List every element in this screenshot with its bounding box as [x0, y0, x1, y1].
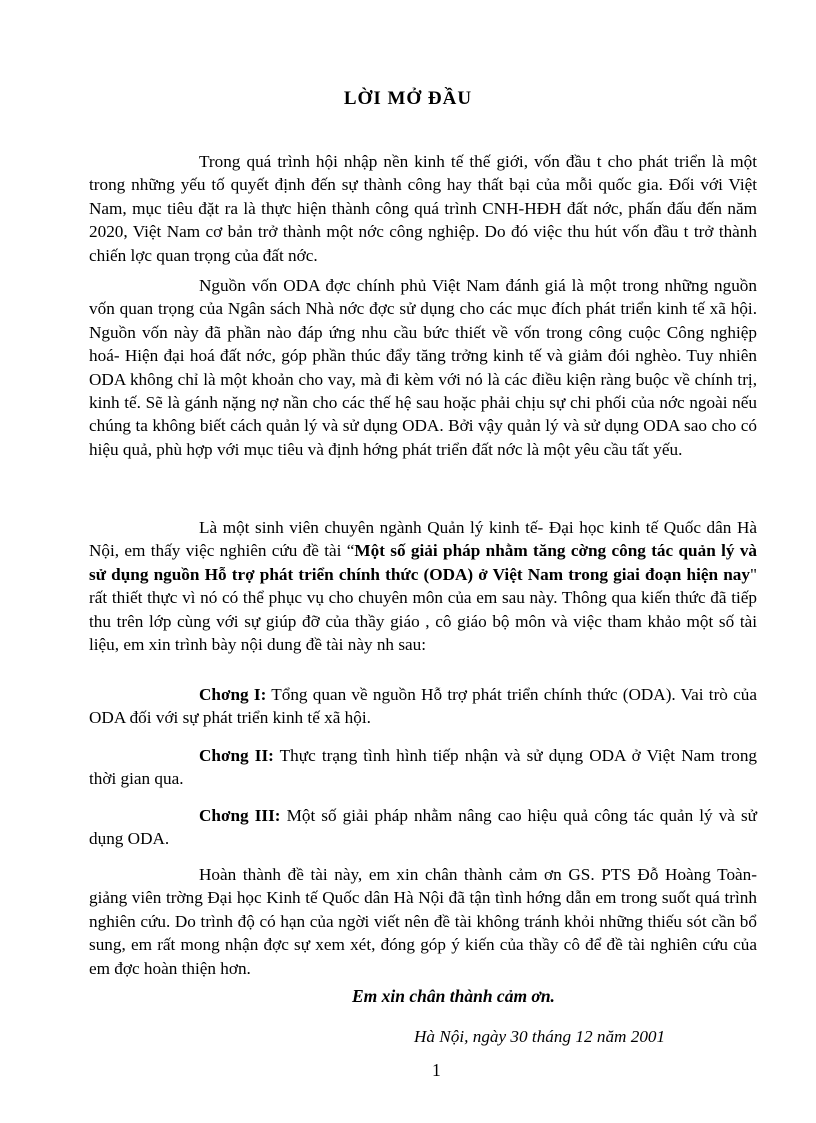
topic-title: Một số giải pháp nhằm tăng cờng công tác quản lý và sử dụng nguồn Hỗ trợ phát triển chính thức (ODA) ở Việt Nam trong giai đoạn hiện nay — [89, 541, 758, 584]
chapter-1-label: Chơng I: — [199, 685, 267, 704]
chapter-2-label: Chơng II: — [199, 746, 274, 765]
chapter-3-label: Chơng III: — [199, 806, 281, 825]
paragraph-acknowledgement: Hoàn thành đề tài này, em xin chân thành cảm ơn GS. PTS Đỗ Hoàng Toàn- giảng viên trờng Đại học Kinh tế Quốc dân Hà Nội đã tận tình hớng dẫn em trong suốt quá trình nghiên cứu. Do trình độ có hạn của ngời viết nên đề tài không tránh khỏi những thiếu sót cần bổ sung, em rất mong nhận đợc sự xem xét, đóng góp ý kiến của thầy cô để đề tài nghiên cứu của em đợc hoàn thiện hơn. — [89, 865, 757, 978]
paragraph-intro: Trong quá trình hội nhập nền kinh tế thế giới, vốn đầu t cho phát triển là một trong những yếu tố quyết định đến sự thành công hay thất bại của mỗi quốc gia. Đối với Việt Nam, mục tiêu đặt ra là thực hiện thành công quá trình CNH-HĐH đất nớc, phấn đấu đến năm 2020, Việt Nam cơ bản trở thành một nớc công nghiệp. Do đó việc thu hút vốn đầu t trở thành chiến lợc quan trọng của đất nớc. — [89, 152, 757, 265]
paragraph-topic — [89, 516, 757, 656]
paragraph-oda-importance: Nguồn vốn ODA đợc chính phủ Việt Nam đánh giá là một trong những nguồn vốn quan trọng của Ngân sách Nhà nớc đợc sử dụng cho các mục đích phát triển kinh tế xã hội. Nguồn vốn này đã phần nào đáp ứng nhu cầu bức thiết về vốn trong công cuộc Công nghiệp hoá- Hiện đại hoá đất nớc, góp phần thúc đẩy tăng trởng kinh tế và giảm đói nghèo. Tuy nhiên ODA không chỉ là một khoản cho vay, mà đi kèm với nó là các điều kiện ràng buộc về chính trị, kinh tế. Sẽ là gánh nặng nợ nần cho các thế hệ sau hoặc phải chịu sự chi phối của nớc ngoài nếu chúng ta không biết cách quản lý và sử dụng ODA. Bởi vậy quản lý và sử dụng ODA sao cho có hiệu quả, phù hợp với mục tiêu và định hớng phát triển đất nớc là một yêu cầu tất yếu. — [89, 276, 757, 459]
date-line: Hà Nội, ngày 30 tháng 12 năm 2001 — [414, 1027, 666, 1046]
page-title: LỜI MỞ ĐẦU — [343, 88, 473, 109]
page-number: 1 — [432, 1060, 441, 1080]
chapter-3 — [89, 804, 757, 851]
topic-trail-text: " rất thiết thực vì nó có thể phục vụ cho chuyên môn của em sau này. Thông qua kiến thức đã tiếp thu trên lớp cùng với sự giúp đỡ của thầy giáo , cô giáo bộ môn và việc tham khảo một số tài liệu, em xin trình bày nội dung đề tài này nh sau: — [89, 564, 757, 655]
chapter-3-text: Một số giải pháp nhằm nâng cao hiệu quả công tác quản lý và sử dụng ODA. — [89, 806, 758, 849]
topic-lead-text: Là một sinh viên chuyên ngành Quản lý kinh tế- Đại học kinh tế Quốc dân Hà Nội, em thấy việc nghiên cứu đề tài “ — [89, 518, 757, 561]
chapter-1-text: Tổng quan về nguồn Hỗ trợ phát triển chính thức (ODA). Vai trò của ODA đối với sự phát triển kinh tế xã hội. — [89, 685, 757, 728]
closing-thanks: Em xin chân thành cảm ơn. — [352, 986, 555, 1006]
chapter-1 — [89, 683, 757, 730]
chapter-2 — [89, 744, 757, 791]
chapter-2-text: Thực trạng tình hình tiếp nhận và sử dụng ODA ở Việt Nam trong thời gian qua. — [89, 746, 758, 789]
